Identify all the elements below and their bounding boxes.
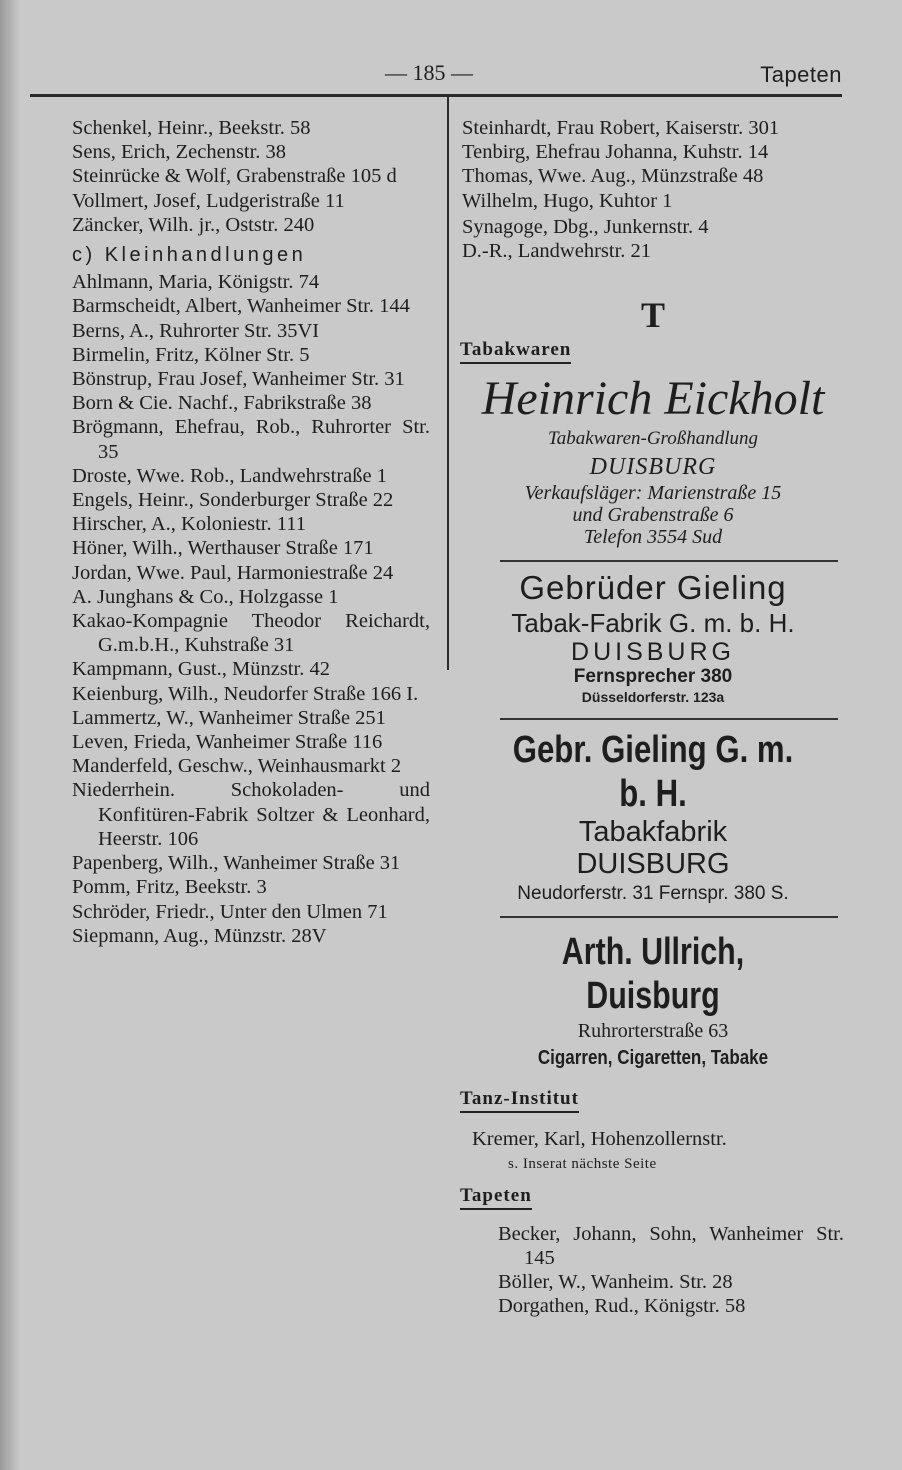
list-item: Thomas, Wwe. Aug., Münzstraße 48 — [462, 165, 764, 188]
list-item: Wilhelm, Hugo, Kuhtor 1 — [462, 189, 673, 212]
list-item: Bönstrup, Frau Josef, Wanheimer Str. 31 — [72, 368, 405, 391]
list-item: Dorgathen, Rud., Königstr. 58 — [498, 1295, 746, 1318]
list-item: Keienburg, Wilh., Neudorfer Straße 166 I. — [72, 682, 419, 705]
page-number: — 185 — — [385, 60, 473, 85]
list-item: D.-R., Landwehrstr. 21 — [462, 240, 652, 263]
inserat-note: s. Inserat nächste Seite — [508, 1155, 657, 1172]
ad-gieling-2 — [462, 728, 844, 908]
header-rule — [30, 94, 842, 97]
ad-divider — [500, 718, 838, 720]
ad-divider — [500, 916, 838, 918]
category-heading-tapeten: Tapeten — [460, 1184, 532, 1210]
list-item: Tenbirg, Ehefrau Johanna, Kuhstr. 14 — [462, 141, 769, 164]
list-item: Born & Cie. Nachf., Fabrikstraße 38 — [72, 392, 372, 415]
list-item: Leven, Frieda, Wanheimer Straße 116 — [72, 731, 383, 754]
list-item: Sens, Erich, Zechenstr. 38 — [72, 141, 287, 164]
list-item: Hirscher, A., Koloniestr. 111 — [72, 513, 306, 536]
column-divider — [447, 97, 449, 670]
ad-gieling-2-city: DUISBURG — [576, 848, 730, 881]
list-item: Böller, W., Wanheim. Str. 28 — [498, 1271, 733, 1294]
category-heading-tabakwaren: Tabakwaren — [460, 338, 571, 364]
list-item: Barmscheidt, Albert, Wanheimer Str. 144 — [72, 295, 410, 318]
list-item: Berns, A., Ruhrorter Str. 35VI — [72, 319, 320, 342]
running-head: Tapeten — [760, 62, 842, 87]
list-item: Manderfeld, Geschw., Weinhausmarkt 2 — [72, 755, 402, 778]
ad-eickholt-city: DUISBURG — [589, 454, 717, 481]
list-item: Lammertz, W., Wanheimer Straße 251 — [72, 706, 386, 729]
list-item: Brögmann, Ehefrau, Rob., Ruhrorter Str. 35 — [72, 416, 430, 463]
ad-eickholt-name: Heinrich Eickholt — [481, 372, 825, 426]
ad-ullrich-sub: Ruhrorterstraße 63 — [577, 1020, 729, 1043]
ad-eickholt-sub: Tabakwaren-Großhandlung — [547, 428, 759, 450]
list-item: Steinhardt, Frau Robert, Kaiserstr. 301 — [462, 117, 780, 139]
list-item: Vollmert, Josef, Ludgeristraße 11 — [72, 189, 345, 212]
ad-gieling-2-tel: Neudorferstr. 31 Fernspr. 380 S. — [517, 883, 789, 905]
list-item: Siepmann, Aug., Münzstr. 28V — [72, 924, 327, 947]
list-item: Engels, Heinr., Sonderburger Straße 22 — [72, 489, 394, 512]
ad-eickholt-line3: Telefon 3554 Sud — [583, 526, 723, 549]
list-item: Kremer, Karl, Hohenzollernstr. — [472, 1128, 727, 1151]
ad-gieling-2-sub: Tabakfabrik — [578, 816, 728, 849]
section-heading: c) Kleinhandlungen — [72, 244, 307, 267]
list-item: Birmelin, Fritz, Kölner Str. 5 — [72, 343, 310, 366]
list-item: Schröder, Friedr., Unter den Ulmen 71 — [72, 900, 388, 923]
left-column — [72, 116, 430, 948]
ad-ullrich — [462, 930, 844, 1072]
list-item: Kakao-Kompagnie Theodor Reichardt, G.m.b.H., Kuhstraße 31 — [72, 610, 430, 657]
list-item: Steinrücke & Wolf, Grabenstraße 105 d — [72, 165, 397, 188]
list-item: Droste, Wwe. Rob., Landwehrstraße 1 — [72, 464, 388, 487]
list-item: Kampmann, Gust., Münzstr. 42 — [72, 658, 330, 681]
list-item: Niederrhein. Schokoladen- und Konfitüren-Fabrik Soltzer & Leonhard, Heerstr. 106 — [72, 779, 430, 850]
list-item: Pomm, Fritz, Beekstr. 3 — [72, 876, 267, 899]
category-heading-tanz: Tanz-Institut — [460, 1087, 579, 1113]
ad-eickholt-line2: und Grabenstraße 6 — [572, 504, 734, 527]
list-item: Papenberg, Wilh., Wanheimer Straße 31 — [72, 852, 401, 875]
list-item: Zäncker, Wilh. jr., Oststr. 240 — [72, 213, 315, 236]
list-item: Becker, Johann, Sohn, Wanheimer Str. 145 — [498, 1222, 844, 1270]
list-item: A. Junghans & Co., Holzgasse 1 — [72, 585, 339, 608]
ad-eickholt — [462, 372, 844, 548]
ad-divider — [500, 560, 838, 562]
list-item: Synagoge, Dbg., Junkernstr. 4 — [462, 215, 709, 238]
ad-ullrich-goods: Cigarren, Cigaretten, Tabake — [537, 1047, 769, 1070]
list-item: Schenkel, Heinr., Beekstr. 58 — [72, 117, 311, 139]
right-column — [462, 116, 844, 1319]
ad-ullrich-name: Arth. Ullrich, Duisburg — [561, 931, 745, 1018]
ad-gieling-1-sub: Tabak-Fabrik G. m. b. H. — [511, 608, 795, 639]
ad-eickholt-line1: Verkaufsläger: Marienstraße 15 — [524, 482, 782, 505]
ad-gieling-1-tel: Fernsprecher 380 — [573, 666, 733, 688]
ad-gieling-1-city: DUISBURG — [571, 638, 735, 667]
list-item: Jordan, Wwe. Paul, Harmoniestraße 24 — [72, 561, 394, 584]
ad-gieling-1 — [462, 568, 844, 706]
list-item: Ahlmann, Maria, Königstr. 74 — [72, 271, 320, 294]
ad-gieling-2-name: Gebr. Gieling G. m. b. H. — [512, 729, 794, 816]
list-item: Höner, Wilh., Werthauser Straße 171 — [72, 537, 374, 560]
section-letter: T — [640, 295, 665, 336]
ad-gieling-1-name: Gebrüder Gieling — [519, 569, 787, 607]
ad-gieling-1-addr: Düsseldorferstr. 123a — [581, 689, 725, 706]
